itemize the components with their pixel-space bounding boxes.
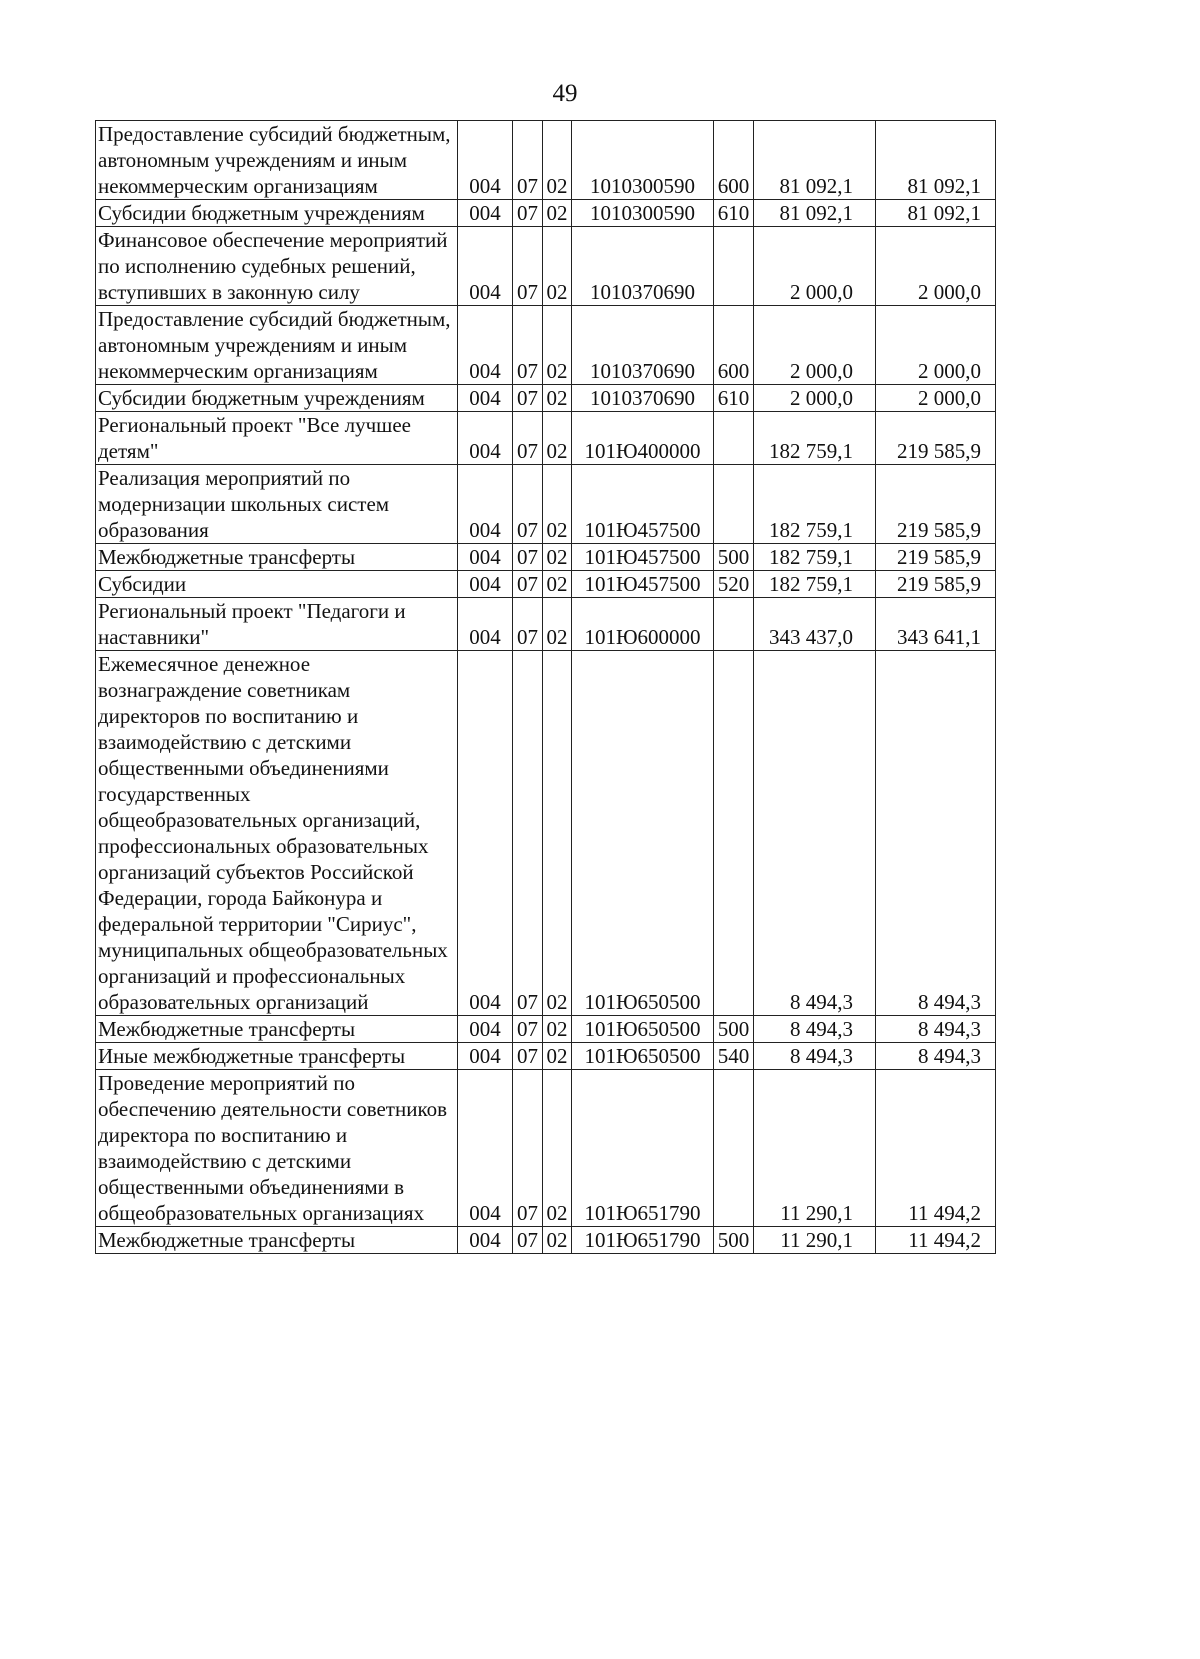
amount-year-1: 182 759,1 — [754, 412, 876, 465]
expense-type-code: 520 — [714, 571, 754, 598]
amount-year-1: 182 759,1 — [754, 571, 876, 598]
expense-type-code — [714, 412, 754, 465]
table-row — [96, 465, 996, 544]
expense-type-code: 500 — [714, 1016, 754, 1043]
subsection-code: 02 — [543, 1043, 572, 1070]
item-name: Региональный проект "Все лучшее детям" — [96, 412, 458, 465]
item-name: Проведение мероприятий по обеспечению деятельности советников директора по воспитанию и взаимодействию с детскими общественными объединениями в общеобразовательных организациях — [96, 1070, 458, 1227]
subsection-code: 02 — [543, 412, 572, 465]
expense-type-code: 500 — [714, 544, 754, 571]
amount-year-1: 343 437,0 — [754, 598, 876, 651]
amount-year-1: 8 494,3 — [754, 1016, 876, 1043]
amount-year-2: 8 494,3 — [876, 1016, 996, 1043]
target-article-code: 101Ю650500 — [572, 651, 714, 1016]
section-code: 07 — [513, 200, 543, 227]
subsection-code: 02 — [543, 200, 572, 227]
ministry-code: 004 — [458, 1070, 513, 1227]
table-row — [96, 1016, 996, 1043]
amount-year-1: 182 759,1 — [754, 465, 876, 544]
ministry-code: 004 — [458, 1227, 513, 1254]
subsection-code: 02 — [543, 1227, 572, 1254]
section-code: 07 — [513, 1016, 543, 1043]
section-code: 07 — [513, 385, 543, 412]
section-code: 07 — [513, 465, 543, 544]
amount-year-1: 8 494,3 — [754, 1043, 876, 1070]
section-code: 07 — [513, 412, 543, 465]
amount-year-1: 2 000,0 — [754, 227, 876, 306]
section-code: 07 — [513, 227, 543, 306]
item-name: Предоставление субсидий бюджетным, автономным учреждениям и иным некоммерческим организациям — [96, 121, 458, 200]
target-article-code: 101Ю457500 — [572, 465, 714, 544]
item-name: Межбюджетные трансферты — [96, 1016, 458, 1043]
target-article-code: 1010370690 — [572, 306, 714, 385]
target-article-code: 1010300590 — [572, 200, 714, 227]
section-code: 07 — [513, 1043, 543, 1070]
table-row — [96, 1043, 996, 1070]
amount-year-2: 8 494,3 — [876, 651, 996, 1016]
amount-year-1: 2 000,0 — [754, 385, 876, 412]
item-name: Финансовое обеспечение мероприятий по исполнению судебных решений, вступивших в законную силу — [96, 227, 458, 306]
expense-type-code — [714, 227, 754, 306]
ministry-code: 004 — [458, 465, 513, 544]
ministry-code: 004 — [458, 571, 513, 598]
table-row — [96, 385, 996, 412]
target-article-code: 1010300590 — [572, 121, 714, 200]
section-code: 07 — [513, 1070, 543, 1227]
item-name: Межбюджетные трансферты — [96, 544, 458, 571]
item-name: Региональный проект "Педагоги и наставники" — [96, 598, 458, 651]
subsection-code: 02 — [543, 227, 572, 306]
target-article-code: 101Ю650500 — [572, 1043, 714, 1070]
amount-year-2: 81 092,1 — [876, 200, 996, 227]
amount-year-2: 2 000,0 — [876, 385, 996, 412]
subsection-code: 02 — [543, 571, 572, 598]
budget-table — [95, 120, 996, 1254]
table-row — [96, 1227, 996, 1254]
expense-type-code: 600 — [714, 121, 754, 200]
target-article-code: 101Ю600000 — [572, 598, 714, 651]
table-row — [96, 121, 996, 200]
table-row — [96, 651, 996, 1016]
subsection-code: 02 — [543, 385, 572, 412]
ministry-code: 004 — [458, 598, 513, 651]
target-article-code: 101Ю650500 — [572, 1016, 714, 1043]
expense-type-code — [714, 598, 754, 651]
expense-type-code — [714, 465, 754, 544]
amount-year-1: 8 494,3 — [754, 651, 876, 1016]
table-row — [96, 544, 996, 571]
amount-year-2: 8 494,3 — [876, 1043, 996, 1070]
amount-year-1: 81 092,1 — [754, 121, 876, 200]
subsection-code: 02 — [543, 306, 572, 385]
item-name: Реализация мероприятий по модернизации школьных систем образования — [96, 465, 458, 544]
item-name: Субсидии — [96, 571, 458, 598]
table-row — [96, 1070, 996, 1227]
amount-year-1: 11 290,1 — [754, 1070, 876, 1227]
item-name: Предоставление субсидий бюджетным, автономным учреждениям и иным некоммерческим организациям — [96, 306, 458, 385]
table-row — [96, 571, 996, 598]
expense-type-code — [714, 1070, 754, 1227]
table-row — [96, 306, 996, 385]
amount-year-2: 219 585,9 — [876, 544, 996, 571]
expense-type-code: 540 — [714, 1043, 754, 1070]
page-number: 49 — [552, 80, 578, 107]
ministry-code: 004 — [458, 385, 513, 412]
ministry-code: 004 — [458, 412, 513, 465]
ministry-code: 004 — [458, 227, 513, 306]
ministry-code: 004 — [458, 544, 513, 571]
ministry-code: 004 — [458, 651, 513, 1016]
section-code: 07 — [513, 571, 543, 598]
item-name: Ежемесячное денежное вознаграждение советникам директоров по воспитанию и взаимодействию с детскими общественными объединениями государственных общеобразовательных организаций, профессиональных образовательных организаций субъектов Российской Федерации, города Байконура и федеральной территории "Сириус", муниципальных общеобразовательных организаций и профессиональных образовательных организаций — [96, 651, 458, 1016]
item-name: Иные межбюджетные трансферты — [96, 1043, 458, 1070]
item-name: Субсидии бюджетным учреждениям — [96, 200, 458, 227]
ministry-code: 004 — [458, 306, 513, 385]
amount-year-2: 2 000,0 — [876, 227, 996, 306]
amount-year-2: 219 585,9 — [876, 465, 996, 544]
target-article-code: 1010370690 — [572, 385, 714, 412]
ministry-code: 004 — [458, 1043, 513, 1070]
subsection-code: 02 — [543, 544, 572, 571]
expense-type-code: 500 — [714, 1227, 754, 1254]
section-code: 07 — [513, 651, 543, 1016]
target-article-code: 1010370690 — [572, 227, 714, 306]
amount-year-1: 182 759,1 — [754, 544, 876, 571]
section-code: 07 — [513, 1227, 543, 1254]
amount-year-2: 219 585,9 — [876, 412, 996, 465]
ministry-code: 004 — [458, 1016, 513, 1043]
section-code: 07 — [513, 306, 543, 385]
item-name: Межбюджетные трансферты — [96, 1227, 458, 1254]
subsection-code: 02 — [543, 465, 572, 544]
table-row — [96, 598, 996, 651]
amount-year-1: 81 092,1 — [754, 200, 876, 227]
expense-type-code — [714, 651, 754, 1016]
subsection-code: 02 — [543, 1016, 572, 1043]
expense-type-code: 600 — [714, 306, 754, 385]
subsection-code: 02 — [543, 598, 572, 651]
amount-year-2: 11 494,2 — [876, 1227, 996, 1254]
target-article-code: 101Ю400000 — [572, 412, 714, 465]
amount-year-1: 11 290,1 — [754, 1227, 876, 1254]
expense-type-code: 610 — [714, 200, 754, 227]
subsection-code: 02 — [543, 121, 572, 200]
section-code: 07 — [513, 544, 543, 571]
target-article-code: 101Ю457500 — [572, 571, 714, 598]
target-article-code: 101Ю457500 — [572, 544, 714, 571]
table-row — [96, 200, 996, 227]
subsection-code: 02 — [543, 651, 572, 1016]
item-name: Субсидии бюджетным учреждениям — [96, 385, 458, 412]
amount-year-2: 81 092,1 — [876, 121, 996, 200]
expense-type-code: 610 — [714, 385, 754, 412]
subsection-code: 02 — [543, 1070, 572, 1227]
section-code: 07 — [513, 121, 543, 200]
amount-year-2: 11 494,2 — [876, 1070, 996, 1227]
amount-year-2: 2 000,0 — [876, 306, 996, 385]
section-code: 07 — [513, 598, 543, 651]
amount-year-2: 219 585,9 — [876, 571, 996, 598]
table-body — [96, 121, 996, 1254]
amount-year-1: 2 000,0 — [754, 306, 876, 385]
target-article-code: 101Ю651790 — [572, 1070, 714, 1227]
table-row — [96, 412, 996, 465]
ministry-code: 004 — [458, 121, 513, 200]
target-article-code: 101Ю651790 — [572, 1227, 714, 1254]
table-row — [96, 227, 996, 306]
amount-year-2: 343 641,1 — [876, 598, 996, 651]
ministry-code: 004 — [458, 200, 513, 227]
